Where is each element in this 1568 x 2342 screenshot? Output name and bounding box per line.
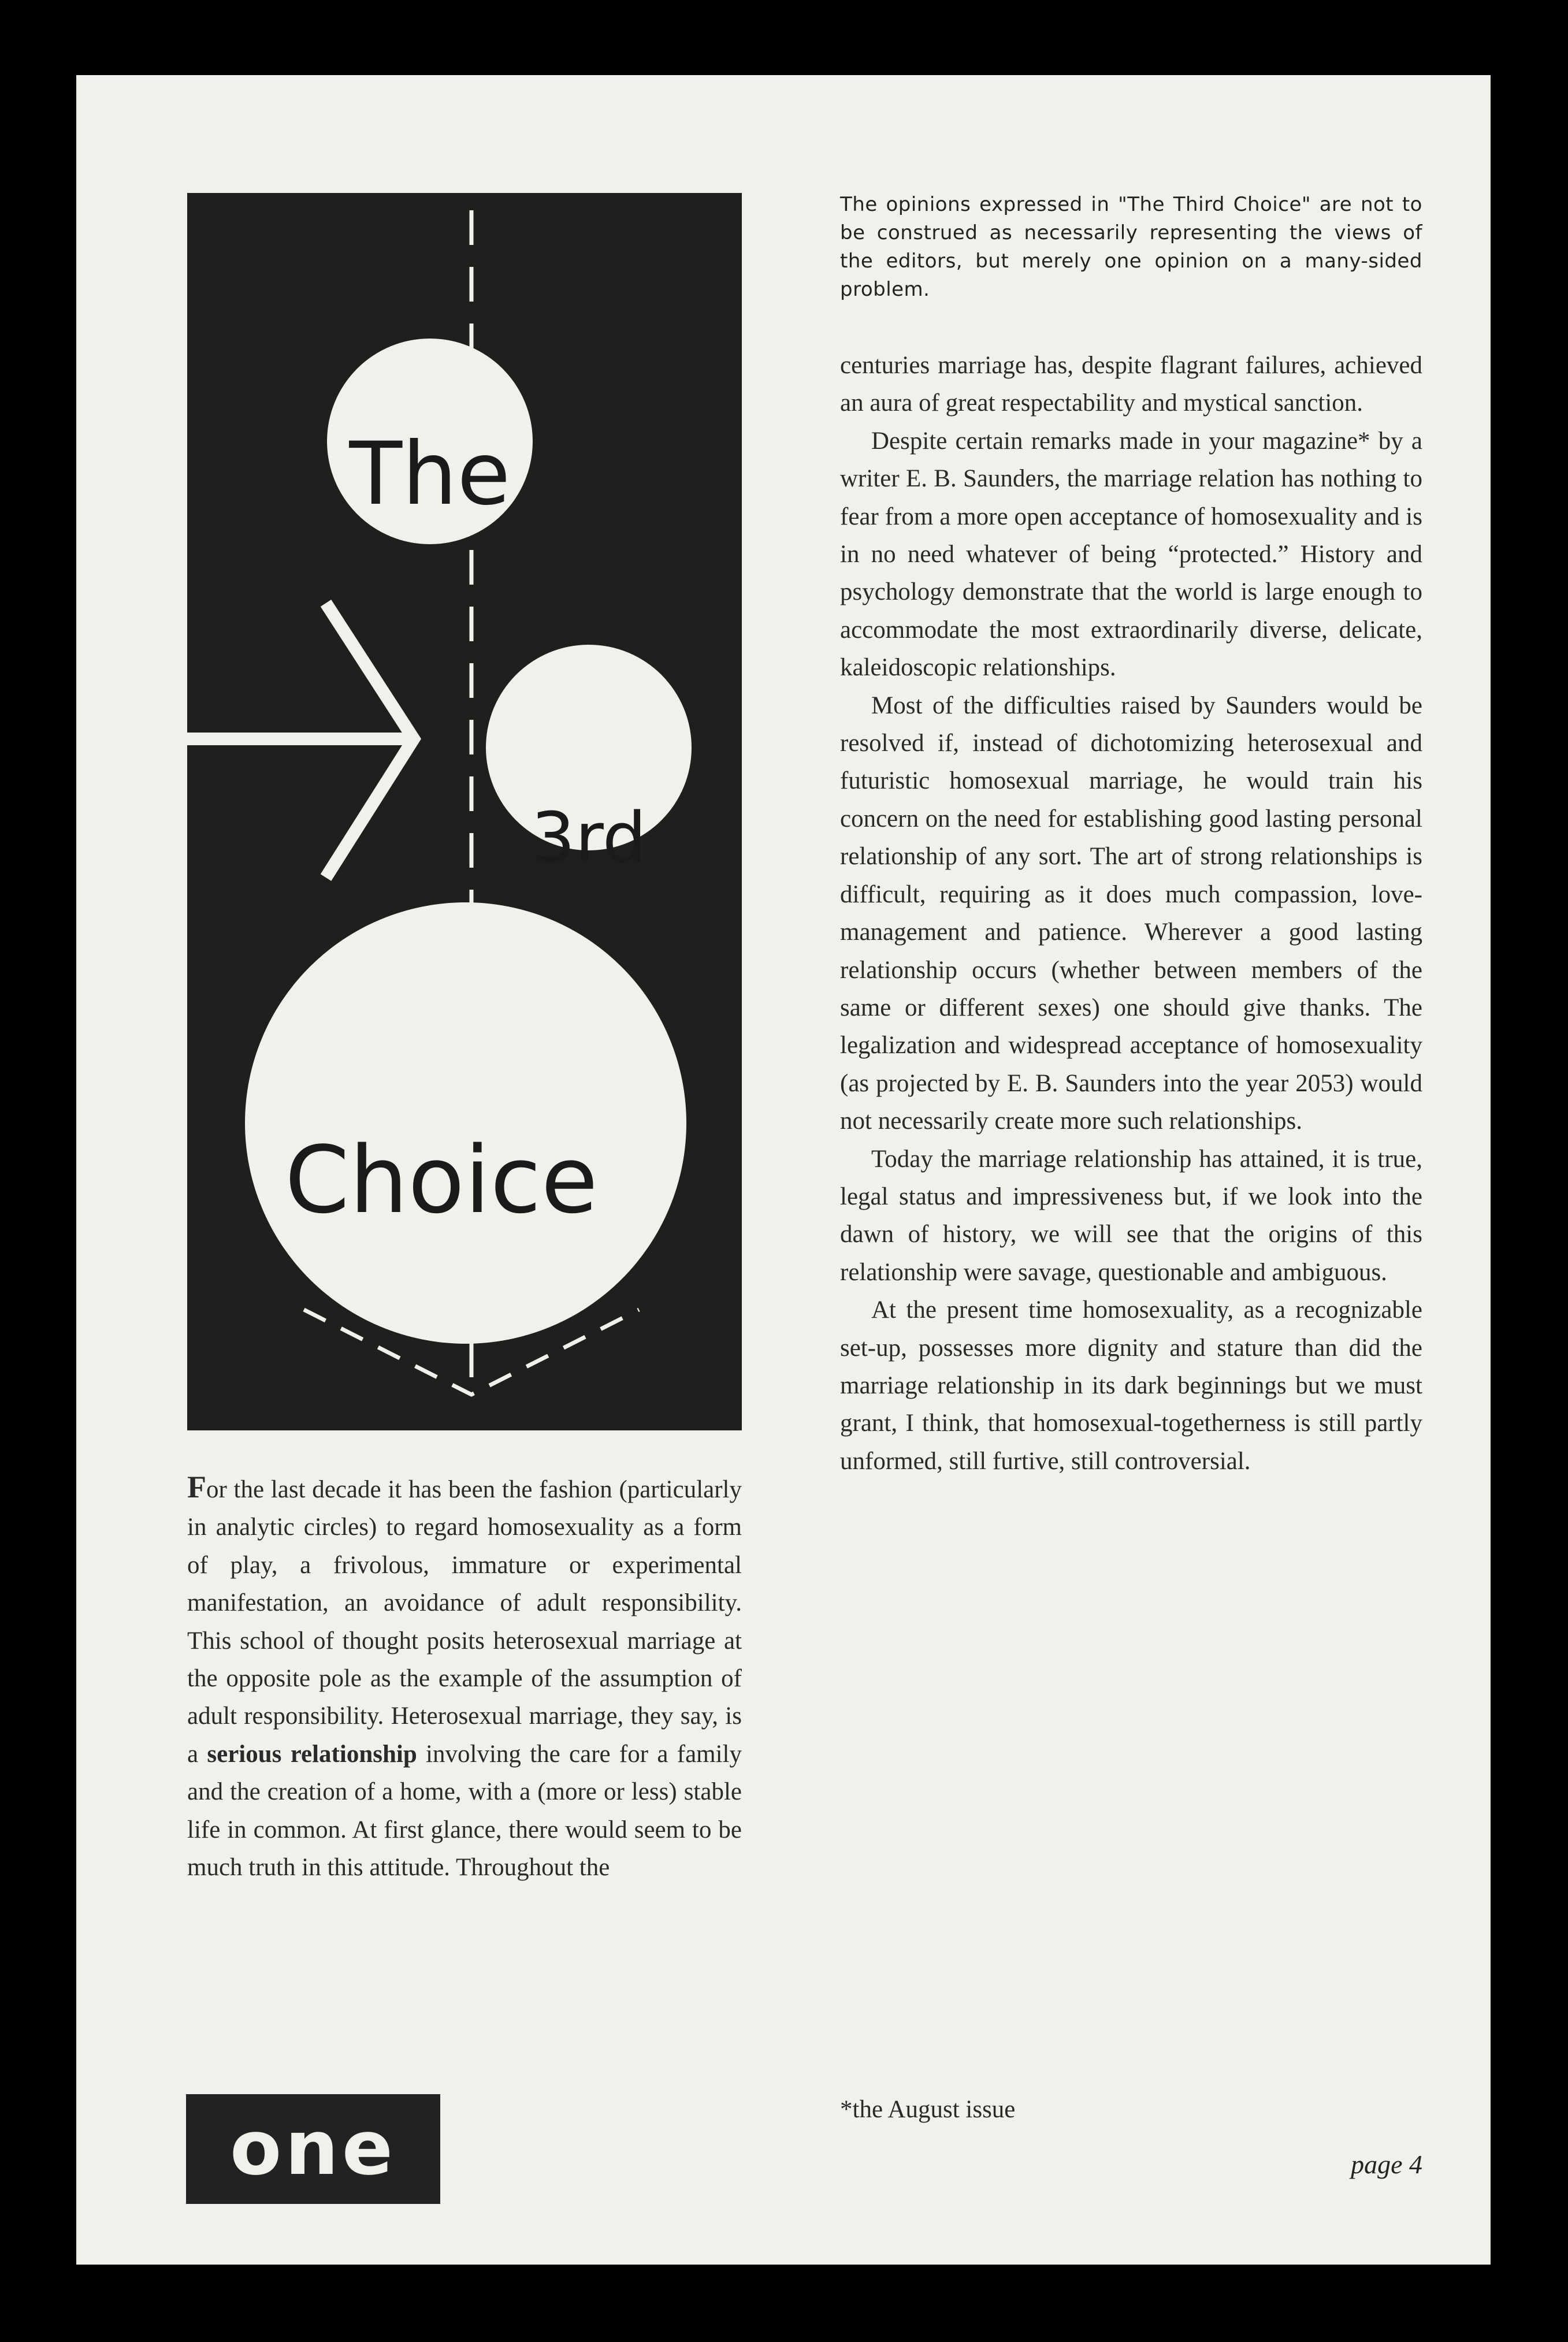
paragraph-saunders: Despite certain remarks made in your magazine* by a writer E. B. Saunders, the marriage relation has nothing to fear from a more open acceptance of homosexuality and is in no need whatever of being “protected.” History and psychology demonstrate that the world is large enough to accommodate the most extraordinarily diverse, delicate, kaleidoscopic relationships. [840,427,1422,682]
title-word-choice: Choice [285,1126,598,1234]
paragraph-present-time: At the present time homosexuality, as a recognizable set-up, possesses more dignity and stature than did the marriage relationship in its dark beginnings but we must grant, I think, that homosexual-togetherness is still partly unformed, still furtive, still controversial. [840,1296,1422,1475]
one-magazine-logo: one [186,2094,440,2204]
footnote: *the August issue [840,2096,1016,2123]
opening-text-start: or the last decade it has been the fashion (particularly in analytic circles) to regard homosexuality as a form of play, a frivolous, immature or experimental manifestation, an avoidance of adult responsibility. This school of thought posits heterosexual marriage at the opposite pole as the example of the assumption of adult responsibility. Heterosexual marriage, they say, is a [187,1476,742,1768]
paragraph-difficulties: Most of the difficulties raised by Saunders would be resolved if, instead of dichotomizing heterosexual and futuristic homosexual marriage, he would train his concern on the need for establishing good lasting personal relationship of any sort. The art of strong relationships is difficult, requiring as it does much compassion, love-management and patience. Wherever a good lasting relationship occurs (whether between members of the same or different sexes) one should give thanks. The legalization and widespread acceptance of homosexuality (as projected by E. B. Saunders into the year 2053) would not necessarily create more such relationships. [840,692,1422,1135]
paragraph-continuation: centuries marriage has, despite flagrant failures, achieved an aura of great respectability and mystical sanction. [840,352,1422,417]
title-word-the: The [349,424,511,525]
paragraph-marriage-history: Today the marriage relationship has attained, it is true, legal status and impressiveness but, if we look into the dawn of history, we will see that the origins of this relationship were savage, questionable and ambiguous. [840,1145,1422,1286]
opening-paragraph [187,1469,742,1886]
circle-choice [245,902,686,1344]
drop-letter: F [187,1470,206,1504]
opening-text-end: involving the care for a family and the creation of a home, with a (more or less) stable life in common. At first glance, there would seem to be much truth in this attitude. Throughout the [187,1740,742,1882]
editorial-note: The opinions expressed in "The Third Choice" are not to be construed as necessarily representing the views of the editors, but merely one opinion on a many-sided problem. [840,193,1422,301]
magazine-page [76,75,1491,2265]
bold-phrase: serious relationship [207,1740,417,1768]
page-number: page 4 [1351,2150,1422,2179]
title-artwork [187,193,742,1430]
title-word-3rd: 3rd [531,798,646,879]
article-left-column [187,1469,742,1886]
article-right-column [840,347,1422,1480]
